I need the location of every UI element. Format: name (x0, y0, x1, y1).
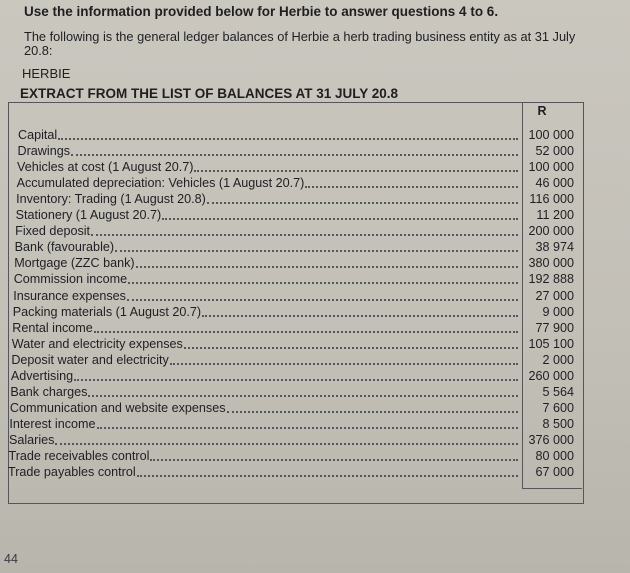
balance-label: Salaries (8, 432, 55, 447)
balance-row (11, 336, 574, 352)
balance-row (17, 143, 574, 159)
balance-label: Bank charges (10, 384, 88, 399)
dot-leader (207, 202, 518, 204)
dot-leader (97, 427, 518, 429)
balance-row (14, 255, 574, 271)
balance-row (9, 416, 574, 432)
dot-leader (127, 299, 518, 301)
balance-amount: 100 000 (528, 128, 574, 142)
balance-label: Packing materials (1 August 20.7) (12, 304, 202, 319)
balance-label: Deposit water and electricity (11, 352, 169, 367)
balance-amount: 200 000 (528, 224, 574, 239)
dot-leader (170, 363, 518, 365)
balance-row (16, 191, 574, 207)
balance-row (18, 127, 574, 143)
balance-amount: 80 000 (535, 449, 574, 463)
balance-label: Capital (18, 128, 58, 142)
balance-row (13, 271, 574, 287)
dot-leader (74, 379, 518, 381)
balance-label: Accumulated depreciation: Vehicles (1 August 20.7) (16, 176, 305, 191)
dot-leader (194, 170, 518, 172)
balance-row (17, 159, 574, 175)
dot-leader (227, 411, 518, 413)
balance-label: Trade receivables control (8, 449, 150, 463)
dot-leader (150, 459, 518, 461)
balance-amount: 27 000 (535, 288, 574, 303)
dot-leader (94, 331, 518, 333)
balance-label: Rental income (12, 320, 93, 335)
intro-paragraph: The following is the general ledger balances of Herbie a herb trading business entity as at 31 July 20.8: (24, 29, 576, 58)
balance-row (8, 432, 574, 448)
balance-amount: 260 000 (528, 368, 574, 383)
dot-leader (136, 266, 518, 268)
balance-label: Drawings (17, 144, 71, 159)
balance-amount: 38 974 (535, 240, 574, 255)
balance-row (12, 320, 574, 336)
balance-amount: 380 000 (528, 256, 574, 271)
dot-leader (184, 347, 518, 349)
balance-label: Bank (favourable) (14, 240, 115, 255)
balance-amount: 8 500 (542, 416, 574, 431)
balance-amount: 11 200 (536, 208, 574, 223)
balance-amount: 46 000 (535, 176, 574, 191)
dot-leader (115, 250, 518, 252)
balance-amount: 2 000 (542, 352, 574, 367)
balance-amount: 52 000 (535, 144, 574, 159)
page-number: 44 (4, 552, 18, 566)
balance-row (11, 352, 574, 368)
balance-amount: 100 000 (528, 160, 574, 175)
dot-leader (55, 443, 518, 445)
balance-label: Communication and website expenses (9, 400, 226, 415)
dot-leader (88, 395, 518, 397)
balance-label: Advertising (10, 368, 74, 383)
balance-row (10, 368, 574, 384)
balance-label: Fixed deposit (15, 224, 91, 239)
dot-leader (128, 282, 518, 284)
balance-label: Commission income (13, 272, 128, 287)
balance-amount: 376 000 (528, 432, 574, 447)
balance-label: Vehicles at cost (1 August 20.7) (17, 160, 194, 175)
balance-amount: 192 888 (528, 272, 574, 287)
dot-leader (202, 315, 518, 317)
balance-label: Stationery (1 August 20.7) (15, 208, 162, 223)
balance-row (12, 304, 574, 320)
balance-label: Trade payables control (8, 465, 136, 480)
dot-leader (71, 154, 518, 156)
balance-label: Inventory: Trading (1 August 20.8) (16, 192, 206, 207)
balance-row (8, 448, 574, 464)
currency-header: R (537, 104, 547, 118)
dot-leader (162, 218, 518, 220)
balance-row (13, 288, 574, 304)
balance-label: Mortgage (ZZC bank) (14, 256, 135, 271)
dot-leader (305, 186, 518, 188)
balance-label: Interest income (9, 416, 96, 431)
entity-name: HERBIE (22, 66, 71, 81)
dot-leader (91, 234, 518, 236)
balance-row (16, 175, 574, 191)
balance-row (8, 464, 574, 480)
balance-amount: 9 000 (542, 304, 574, 319)
balance-label: Water and electricity expenses (11, 336, 183, 351)
balance-row (15, 223, 574, 239)
balance-row (14, 239, 574, 255)
balance-amount: 67 000 (535, 465, 574, 480)
balance-amount: 7 600 (542, 400, 574, 415)
balance-amount: 77 900 (535, 320, 574, 335)
balance-amount: 105 100 (528, 336, 574, 351)
dot-leader (137, 475, 518, 477)
instruction-text: Use the information provided below for Herbie to answer questions 4 to 6. (24, 4, 499, 19)
extract-title: EXTRACT FROM THE LIST OF BALANCES AT 31 JULY 20.8 (20, 86, 399, 101)
balance-row (10, 384, 574, 400)
balance-amount: 5 564 (542, 384, 574, 399)
balance-row (15, 207, 574, 223)
dot-leader (58, 138, 518, 140)
amount-column-bottom-rule (522, 488, 582, 489)
balance-amount: 116 000 (529, 192, 574, 207)
balance-row (9, 400, 574, 416)
balance-label: Insurance expenses (13, 288, 126, 303)
